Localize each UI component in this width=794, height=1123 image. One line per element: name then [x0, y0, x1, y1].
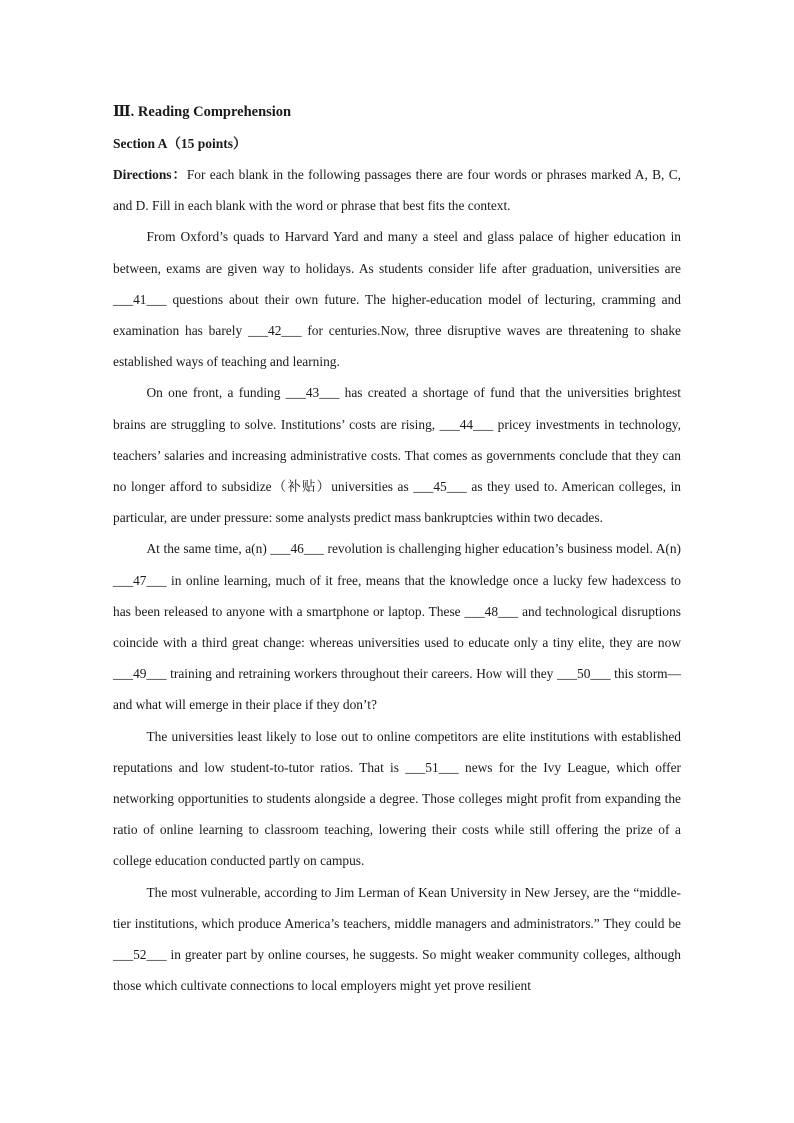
directions-text: For each blank in the following passages there are four words or phrases marked A, B, C, and D. Fill in each blank with the word or phrase that best fits the context.: [113, 167, 682, 214]
section-title: Ⅲ. Reading Comprehension: [113, 104, 292, 120]
passage-paragraph-4: The universities least likely to lose out to online competitors are elite institutions with established reputations and low student-to-tutor ratios. That is ___51___ news for the Ivy League, which offer networking opportunities to students alongside a degree. Those colleges might profit from expanding the ratio of online learning to classroom teaching, lowering their costs while still offering the prize of a college education conducted partly on campus.: [113, 728, 681, 869]
passage-paragraph-2: On one front, a funding ___43___ has created a shortage of fund that the universities brightest brains are struggling to solve. Institutions’ costs are rising, ___44___ pricey investments in technology, teachers’ salaries and increasing administrative costs. That comes as governments conclude that they can no longer afford to subsidize（补贴）universities as ___45___ as they used to. American colleges, in particular, are under pressure: some analysts predict mass bankruptcies within two decades.: [113, 385, 681, 526]
page-content: [113, 97, 681, 1001]
passage-paragraph-5: The most vulnerable, according to Jim Lerman of Kean University in New Jersey, are the “middle-tier institutions, which produce America’s teachers, middle managers and administrators.” They could be ___52___ in greater part by online courses, he suggests. So might weaker community colleges, although those which cultivate connections to local employers might yet prove resilient: [113, 884, 681, 994]
directions-label: Directions：: [113, 167, 187, 182]
passage-paragraph-1: From Oxford’s quads to Harvard Yard and many a steel and glass palace of higher education in between, exams are given way to holidays. As students consider life after graduation, universities are ___41___ questions about their own future. The higher-education model of lecturing, cramming and examination has barely ___42___ for centuries.Now, three disruptive waves are threatening to shake established ways of teaching and learning.: [113, 229, 681, 370]
directions: [113, 159, 681, 221]
passage-paragraph-3: At the same time, a(n) ___46___ revolution is challenging higher education’s business model. A(n) ___47___ in online learning, much of it free, means that the knowledge once a lucky few hadexcess to has been released to anyone with a smartphone or laptop. These ___48___ and technological disruptions coincide with a third great change: whereas universities used to educate only a tiny elite, they are now ___49___ training and retraining workers throughout their careers. How will they ___50___ this storm—and what will emerge in their place if they don’t?: [113, 541, 681, 713]
section-subtitle: Section A（15 points）: [113, 136, 247, 151]
